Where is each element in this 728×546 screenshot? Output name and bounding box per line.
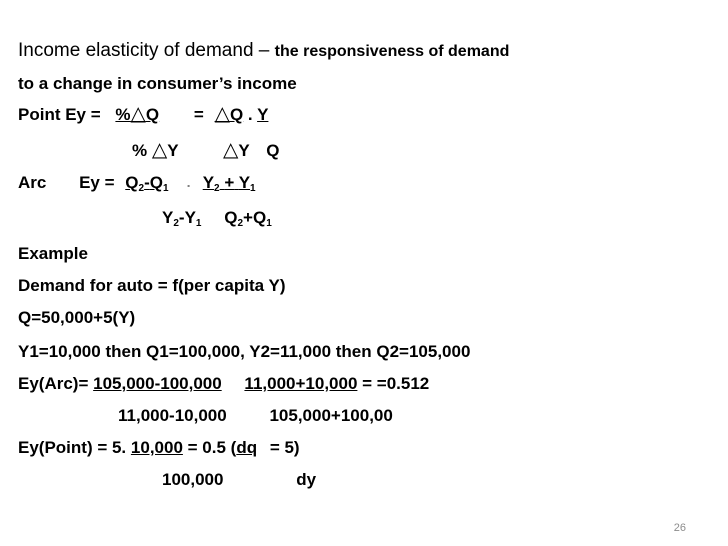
delta-icon: △ — [223, 139, 239, 161]
delta-icon: △ — [151, 139, 168, 161]
page-number: 26 — [673, 522, 686, 534]
arc-example-denominator: 11,000-10,000 105,000+100,00 — [118, 406, 393, 425]
delta-icon: △ — [214, 103, 230, 125]
point-example-denominator: 100,000 dy — [162, 470, 317, 489]
point-example-numerator: Ey(Point) = 5. 10,000 = 0.5 (dq = 5) — [18, 438, 300, 457]
arc-example-numerator: Ey(Arc)= 105,000-100,000 11,000+10,000 = =0.512 — [18, 374, 430, 393]
example-line-3: Y1=10,000 then Q1=100,000, Y2=11,000 then Q2=105,000 — [18, 342, 471, 361]
point-formula-numerator: Point Ey = %△Q = △Q . Y — [18, 103, 269, 125]
subtitle: to a change in consumer’s income — [18, 74, 297, 93]
arc-formula-numerator: Arc $Ey = Q_2-Q_1 - Y_2 + Y_1$ — [18, 173, 256, 194]
arc-formula-denominator: $Y_2-Y_1$ $Q_2+Q_1$ — [162, 208, 272, 229]
slide-title — [18, 40, 509, 62]
example-line-2: Q=50,000+5(Y) — [18, 308, 136, 327]
title-lead: Income elasticity of demand – — [18, 40, 270, 61]
example-line-1: Demand for auto = f(per capita Y) — [18, 276, 286, 295]
point-formula-denominator: % △Y △Y Q — [132, 139, 280, 161]
example-heading: Example — [18, 244, 88, 263]
title-rest: the responsiveness of demand — [274, 43, 510, 60]
delta-icon: △ — [130, 103, 146, 125]
